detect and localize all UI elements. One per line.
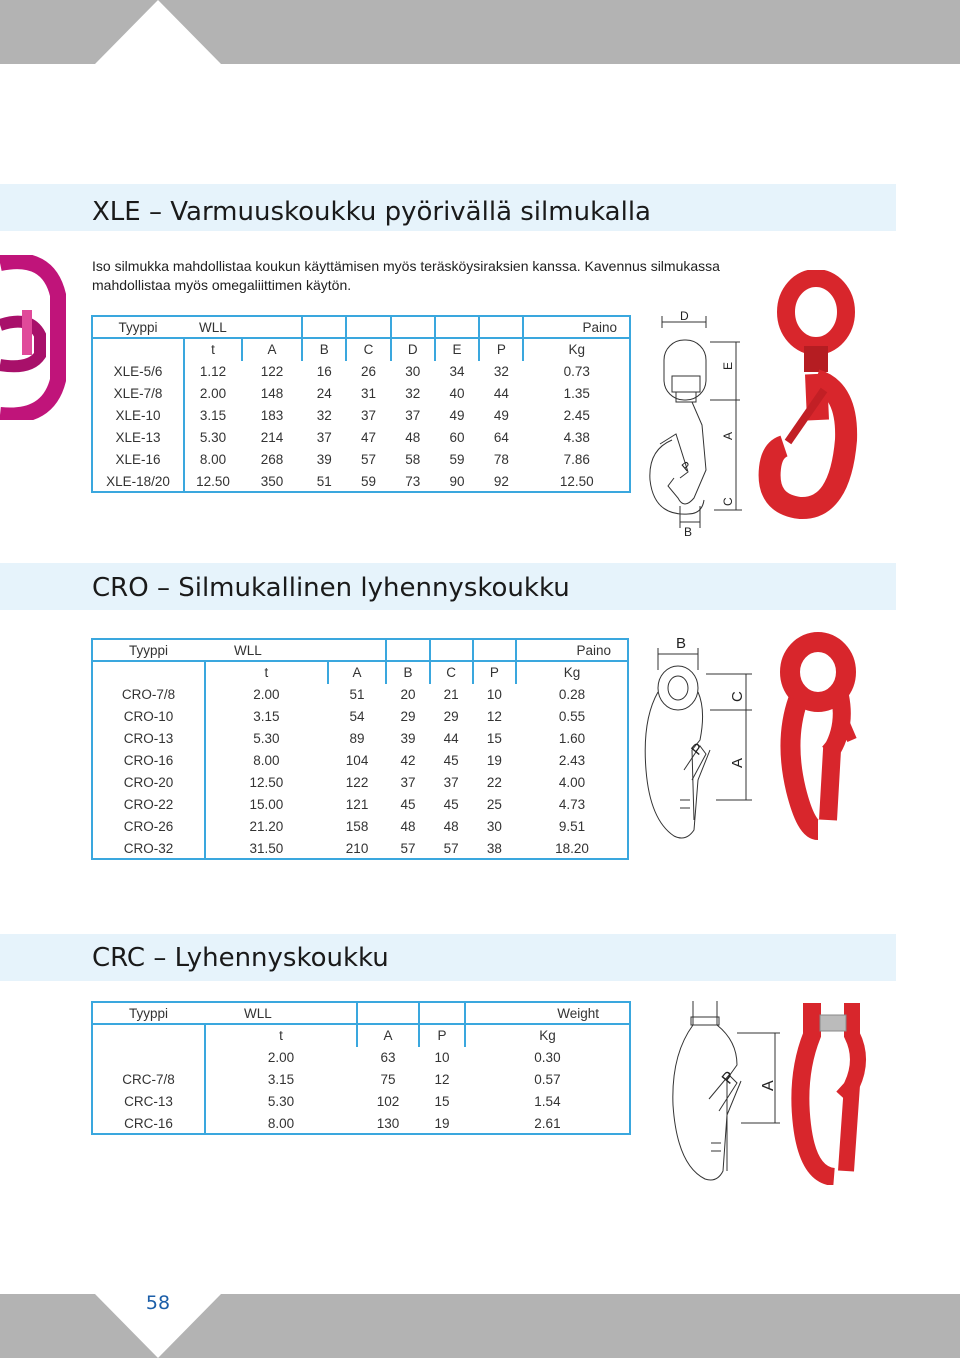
value-cell: 30 [486, 818, 502, 834]
dim-label-a: A [760, 1080, 777, 1091]
value-cell: 20 [400, 686, 416, 702]
value-cell: 63 [380, 1049, 396, 1065]
value-cell: 59 [346, 470, 390, 492]
wll-header: WLL [205, 1002, 357, 1024]
value-cell: 42 [400, 752, 416, 768]
unit-cell: B [302, 338, 346, 360]
value-cell: 32 [405, 385, 421, 401]
value-cell: 8.00 [199, 451, 227, 467]
table-row [92, 749, 628, 771]
value-cell: 45 [400, 796, 416, 812]
value-cell: 18.20 [516, 837, 628, 859]
value-cell: 210 [328, 837, 387, 859]
value-cell: 2.00 [199, 385, 227, 401]
table-row [92, 382, 630, 404]
value-cell: 51 [349, 686, 365, 702]
table-unit-row [92, 661, 628, 683]
value-cell: 2.45 [523, 404, 630, 426]
value-cell: 54 [349, 708, 365, 724]
value-cell: 57 [360, 451, 377, 467]
value-cell: 268 [260, 451, 284, 467]
crc-dimension-drawing [665, 995, 790, 1185]
table-header-row [92, 639, 628, 661]
value-cell: 7.86 [523, 448, 630, 470]
value-cell: 158 [345, 818, 369, 834]
value-cell: 0.57 [465, 1068, 630, 1090]
xle-hook-photo [758, 270, 868, 535]
value-cell: 15 [434, 1093, 450, 1109]
type-cell: CRO-22 [92, 793, 205, 815]
unit-cell: C [430, 661, 473, 683]
table-row [92, 470, 630, 492]
type-cell: CRO-10 [92, 705, 205, 727]
table-row [92, 1112, 630, 1134]
value-cell: 4.38 [523, 426, 630, 448]
value-cell: 10 [486, 686, 502, 702]
value-cell: 12 [486, 708, 502, 724]
value-cell: 45 [443, 752, 459, 768]
value-cell: 30 [405, 363, 421, 379]
dim-label-c: C [721, 497, 735, 506]
value-cell: 49 [449, 407, 465, 423]
table-row [92, 837, 628, 859]
type-cell: XLE-16 [92, 448, 184, 470]
value-cell: 12.50 [249, 774, 284, 790]
value-cell: 37 [316, 429, 332, 445]
value-cell: 31.50 [205, 837, 328, 859]
dim-label-c: C [729, 691, 746, 702]
value-cell: 75 [380, 1071, 396, 1087]
value-cell: 60 [449, 429, 465, 445]
value-cell: 89 [349, 730, 365, 746]
value-cell: 24 [316, 385, 332, 401]
table-row [92, 815, 628, 837]
value-cell: 32 [493, 363, 509, 379]
value-cell: 183 [260, 407, 284, 423]
dim-label-b: B [684, 525, 693, 538]
value-cell: 73 [391, 470, 435, 492]
dim-label-a: A [721, 431, 735, 440]
xle-spec-table [91, 315, 631, 493]
cro-spec-table [91, 638, 629, 860]
value-cell: 15 [486, 730, 502, 746]
weight-header: Paino [523, 316, 630, 338]
value-cell: 48 [405, 429, 421, 445]
value-cell: 44 [493, 385, 509, 401]
table-row [92, 448, 630, 470]
value-cell: 4.73 [516, 793, 628, 815]
value-cell: 16 [316, 363, 332, 379]
table-row [92, 426, 630, 448]
weight-header: Weight [465, 1002, 630, 1024]
dim-label-e: E [721, 361, 735, 370]
unit-cell: A [357, 1024, 419, 1046]
table-row [92, 771, 628, 793]
value-cell: 12.50 [184, 470, 242, 492]
type-header: Tyyppi [92, 639, 205, 661]
value-cell: 39 [316, 451, 332, 467]
value-cell: 121 [345, 796, 369, 812]
table-unit-row [92, 338, 630, 360]
unit-cell: B [386, 661, 429, 683]
value-cell: 122 [345, 774, 369, 790]
value-cell: 0.55 [516, 705, 628, 727]
value-cell: 78 [493, 451, 509, 467]
xle-section-title: XLE – Varmuuskoukku pyörivällä silmukalla [92, 197, 651, 227]
unit-cell: t [205, 1024, 357, 1046]
value-cell: 214 [260, 429, 284, 445]
type-cell: CRC-13 [92, 1090, 205, 1112]
value-cell: 90 [435, 470, 479, 492]
unit-cell: A [328, 661, 387, 683]
crc-section-title: CRC – Lyhennyskoukku [92, 943, 389, 973]
value-cell: 40 [449, 385, 465, 401]
type-cell: XLE-5/6 [92, 360, 184, 382]
value-cell: 29 [443, 708, 459, 724]
table-unit-row [92, 1024, 630, 1046]
table-row [92, 1068, 630, 1090]
dim-label-p: P [688, 739, 708, 759]
value-cell: 39 [400, 730, 416, 746]
page-number: 58 [145, 1292, 171, 1314]
value-cell: 19 [419, 1112, 465, 1134]
table-row [92, 683, 628, 705]
type-cell: CRO-13 [92, 727, 205, 749]
value-cell: 12.50 [523, 470, 630, 492]
cro-hook-photo [770, 630, 870, 845]
value-cell: 4.00 [516, 771, 628, 793]
unit-cell: Kg [523, 338, 630, 360]
weight-header: Paino [516, 639, 628, 661]
table-row [92, 360, 630, 382]
value-cell: 9.51 [516, 815, 628, 837]
value-cell: 8.00 [205, 1112, 357, 1134]
value-cell: 38 [473, 837, 516, 859]
value-cell: 0.73 [523, 360, 630, 382]
type-cell: XLE-10 [92, 404, 184, 426]
type-cell: CRC-16 [92, 1112, 205, 1134]
value-cell: 31 [360, 385, 377, 401]
wll-header: WLL [205, 639, 328, 661]
value-cell: 19 [486, 752, 502, 768]
value-cell: 15.00 [249, 796, 284, 812]
unit-cell: P [473, 661, 516, 683]
value-cell: 47 [360, 429, 377, 445]
dim-label-p: P [719, 1068, 739, 1088]
type-cell: CRO-16 [92, 749, 205, 771]
type-cell: CRO-7/8 [92, 683, 205, 705]
value-cell: 59 [449, 451, 465, 467]
value-cell: 44 [443, 730, 459, 746]
value-cell: 1.54 [465, 1090, 630, 1112]
type-cell: CRO-26 [92, 815, 205, 837]
unit-cell: D [391, 338, 435, 360]
value-cell: 64 [493, 429, 509, 445]
type-cell: XLE-18/20 [92, 470, 184, 492]
value-cell: 51 [302, 470, 346, 492]
wll-header: WLL [184, 316, 242, 338]
value-cell: 104 [345, 752, 369, 768]
value-cell: 1.60 [516, 727, 628, 749]
cro-dimension-drawing [640, 630, 760, 845]
crc-hook-photo [790, 995, 880, 1185]
dim-label-a: A [729, 757, 746, 768]
chain-decoration-image [0, 255, 72, 420]
type-header: Tyyppi [92, 1002, 205, 1024]
type-cell: XLE-7/8 [92, 382, 184, 404]
type-cell: CRC-7/8 [92, 1068, 205, 1090]
table-row [92, 705, 628, 727]
value-cell: 2.61 [465, 1112, 630, 1134]
value-cell: 37 [443, 774, 459, 790]
value-cell: 0.30 [465, 1046, 630, 1068]
value-cell: 5.30 [267, 1093, 295, 1109]
type-cell: CRO-32 [92, 837, 205, 859]
dim-label-p: P [678, 458, 695, 475]
value-cell: 57 [430, 837, 473, 859]
value-cell: 48 [443, 818, 459, 834]
table-row [92, 404, 630, 426]
value-cell: 29 [400, 708, 416, 724]
dim-label-b: B [676, 635, 687, 652]
unit-cell: P [419, 1024, 465, 1046]
value-cell: 2.00 [267, 1049, 295, 1065]
value-cell: 92 [479, 470, 523, 492]
type-cell [92, 1046, 205, 1068]
value-cell: 148 [260, 385, 284, 401]
unit-cell: Kg [516, 661, 628, 683]
dim-label-d: D [680, 310, 689, 323]
table-header-row [92, 316, 630, 338]
value-cell: 3.15 [199, 407, 227, 423]
value-cell: 8.00 [253, 752, 280, 768]
value-cell: 45 [443, 796, 459, 812]
table-row [92, 1090, 630, 1112]
value-cell: 49 [493, 407, 509, 423]
unit-cell: t [205, 661, 328, 683]
table-row [92, 793, 628, 815]
type-cell: CRO-20 [92, 771, 205, 793]
xle-description: Iso silmukka mahdollistaa koukun käyttämisen myös teräsköysiraksien kanssa. Kavennus silmukassa mahdollistaa myös omegaliittimen käytön. [92, 258, 720, 293]
cro-section-title: CRO – Silmukallinen lyhennyskoukku [92, 573, 570, 603]
value-cell: 3.15 [253, 708, 280, 724]
unit-cell: t [184, 338, 242, 360]
table-header-row [92, 1002, 630, 1024]
value-cell: 122 [260, 363, 284, 379]
value-cell: 130 [357, 1112, 419, 1134]
value-cell: 37 [405, 407, 421, 423]
value-cell: 5.30 [199, 429, 227, 445]
value-cell: 1.35 [523, 382, 630, 404]
value-cell: 57 [386, 837, 429, 859]
value-cell: 58 [405, 451, 421, 467]
value-cell: 25 [486, 796, 502, 812]
value-cell: 12 [434, 1071, 450, 1087]
value-cell: 2.43 [516, 749, 628, 771]
value-cell: 0.28 [516, 683, 628, 705]
value-cell: 48 [400, 818, 416, 834]
unit-cell: E [435, 338, 479, 360]
value-cell: 26 [360, 363, 377, 379]
value-cell: 32 [316, 407, 332, 423]
value-cell: 10 [434, 1049, 450, 1065]
type-cell: XLE-13 [92, 426, 184, 448]
table-row [92, 727, 628, 749]
value-cell: 102 [376, 1093, 400, 1109]
value-cell: 350 [242, 470, 302, 492]
type-header: Tyyppi [92, 316, 184, 338]
value-cell: 3.15 [267, 1071, 295, 1087]
value-cell: 34 [449, 363, 465, 379]
value-cell: 2.00 [253, 686, 280, 702]
unit-cell: Kg [465, 1024, 630, 1046]
unit-cell: A [242, 338, 302, 360]
unit-cell: P [479, 338, 523, 360]
value-cell: 37 [360, 407, 377, 423]
top-bar-notch [95, 0, 221, 64]
value-cell: 1.12 [199, 363, 227, 379]
value-cell: 37 [400, 774, 416, 790]
value-cell: 22 [486, 774, 502, 790]
unit-cell: C [346, 338, 390, 360]
value-cell: 5.30 [253, 730, 280, 746]
crc-spec-table [91, 1001, 631, 1135]
value-cell: 21.20 [249, 818, 284, 834]
table-row [92, 1046, 630, 1068]
xle-dimension-drawing [640, 310, 750, 538]
value-cell: 21 [443, 686, 459, 702]
